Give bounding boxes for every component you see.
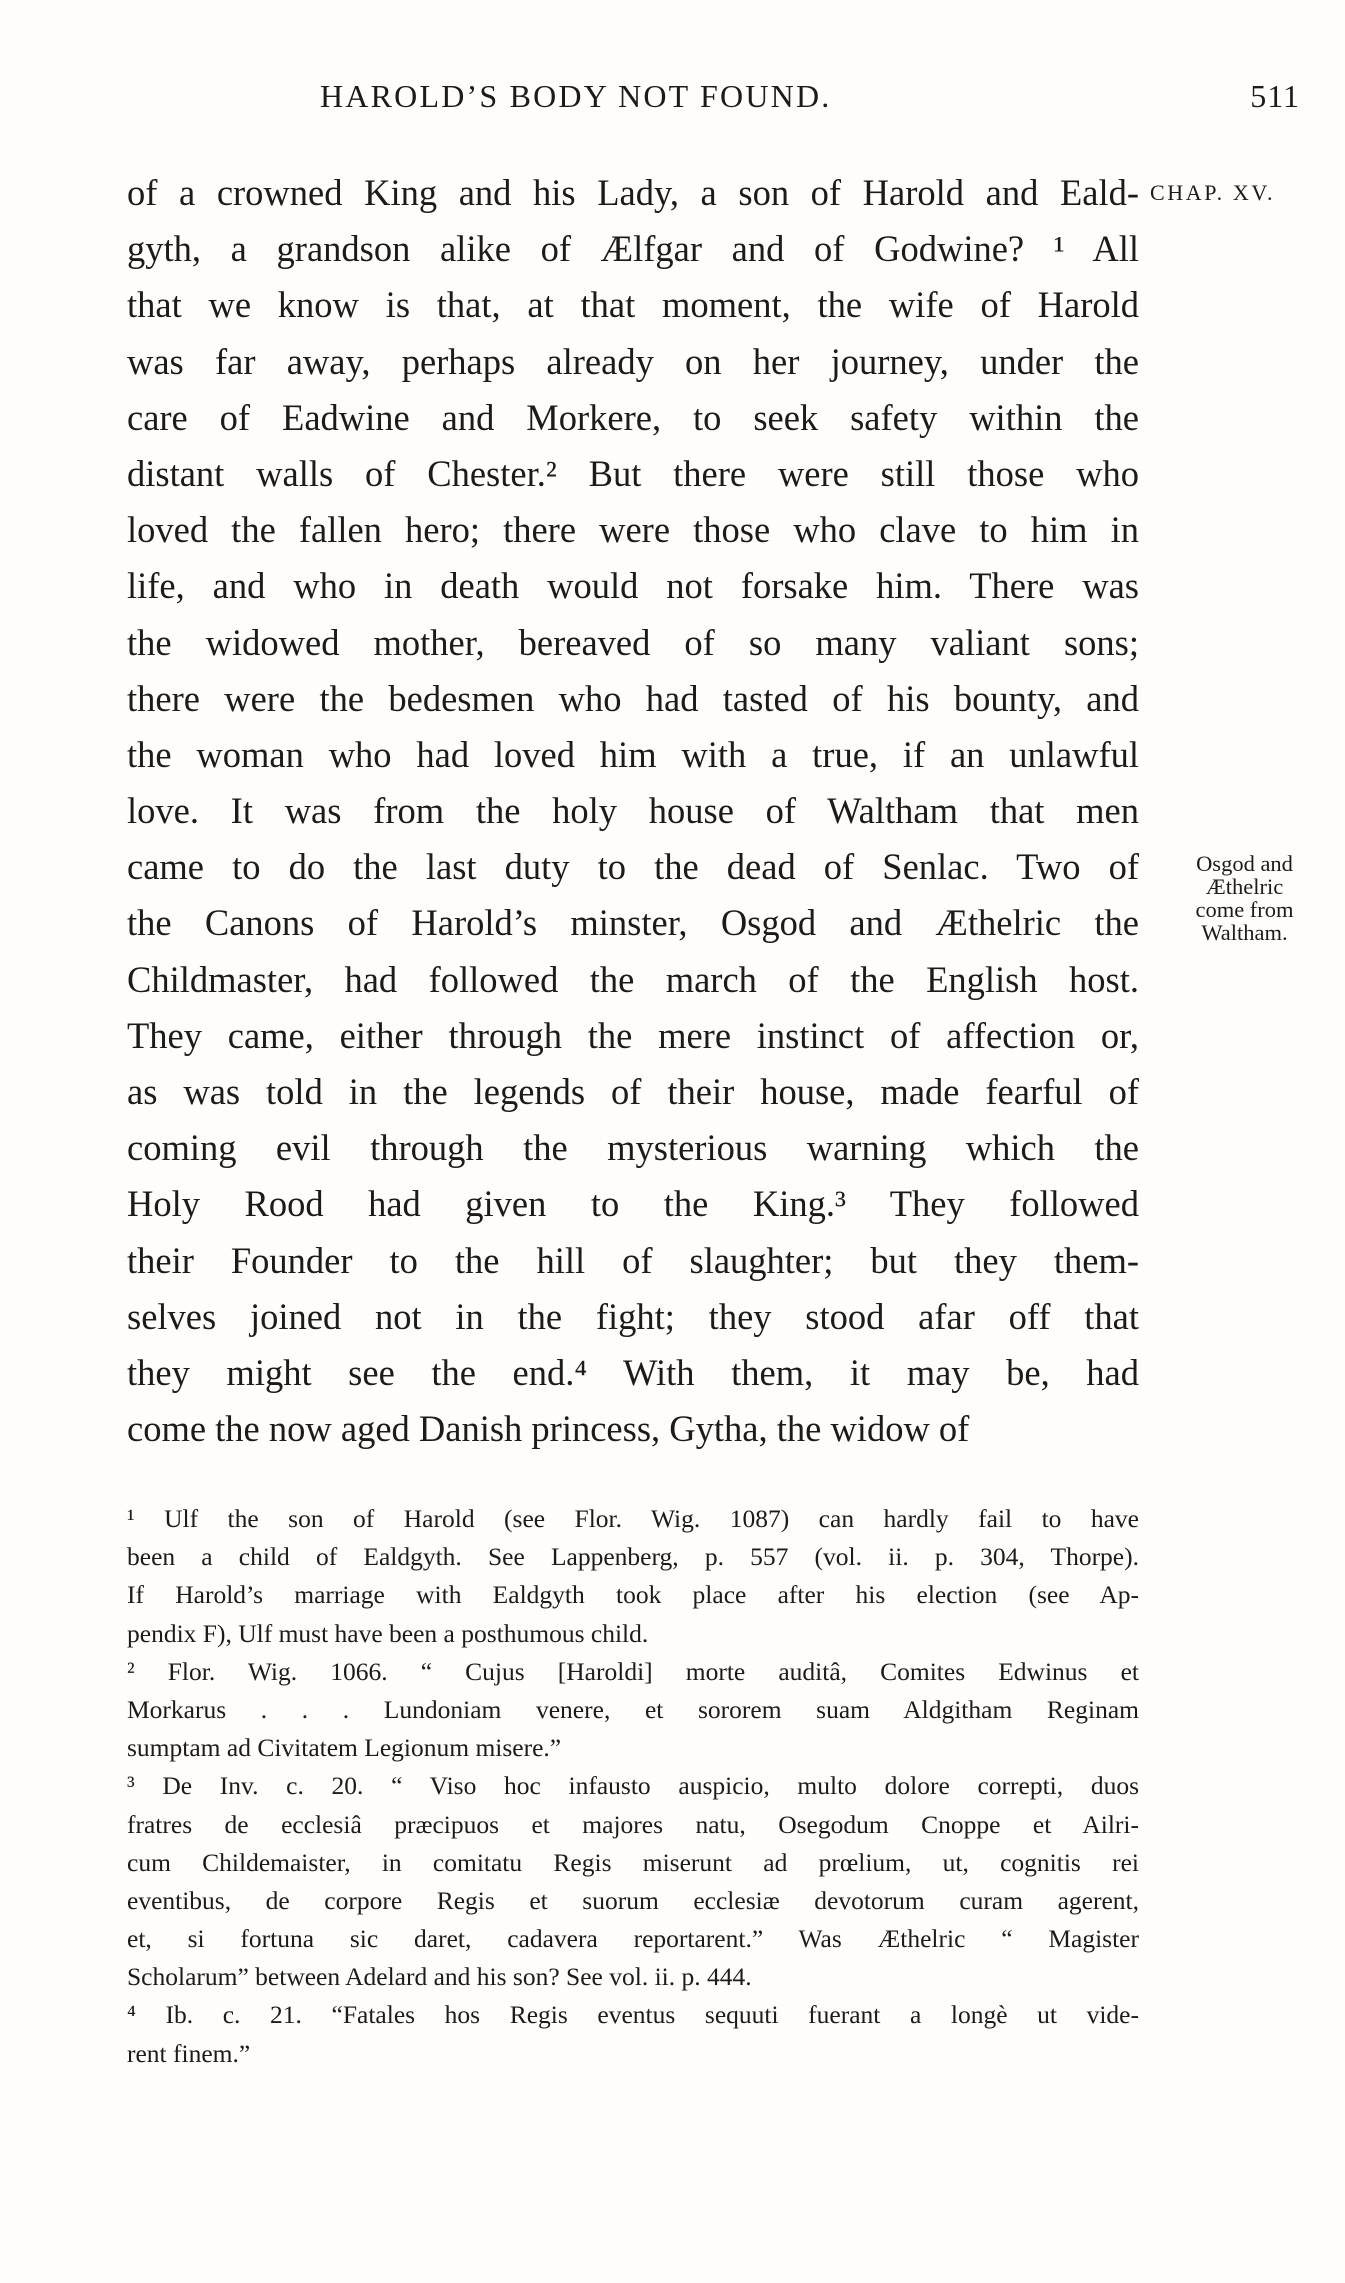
body-text <box>127 165 1139 1457</box>
footnote-line: If Harold’s marriage with Ealdgyth took place after his election (see Ap- <box>127 1580 1139 1610</box>
footnote-line: pendix F), Ulf must have been a posthumous child. <box>127 1618 649 1648</box>
footnote-line: ² Flor. Wig. 1066. “ Cujus [Haroldi] morte auditâ, Comites Edwinus et <box>127 1656 1139 1686</box>
body-line: they might see the end.⁴ With them, it may be, had <box>127 1351 1139 1393</box>
body-line: the woman who had loved him with a true, if an unlawful <box>127 733 1139 775</box>
footnotes <box>127 1500 1139 2073</box>
body-line: was far away, perhaps already on her journey, under the <box>127 340 1139 382</box>
footnote-line: Morkarus . . . Lundoniam venere, et sororem suam Aldgitham Reginam <box>127 1694 1139 1724</box>
footnote-line: rent finem.” <box>127 2038 251 2068</box>
footnote-line: been a child of Ealdgyth. See Lappenberg, p. 557 (vol. ii. p. 304, Thorpe). <box>127 1542 1139 1572</box>
footnote-line: sumptam ad Civitatem Legionum misere.” <box>127 1733 562 1763</box>
footnote-line: ¹ Ulf the son of Harold (see Flor. Wig. 1087) can hardly fail to have <box>127 1504 1139 1533</box>
body-line: selves joined not in the fight; they stood afar off that <box>127 1295 1139 1337</box>
body-line: They came, either through the mere instinct of affection or, <box>127 1014 1139 1056</box>
body-line: of a crowned King and his Lady, a son of Harold and Eald- <box>127 172 1139 213</box>
margin-notes <box>1150 165 1335 221</box>
body-line: came to do the last duty to the dead of Senlac. Two of <box>127 846 1139 888</box>
footnote-line: ³ De Inv. c. 20. “ Viso hoc infausto auspicio, multo dolore correpti, duos <box>127 1771 1139 1801</box>
body-line: life, and who in death would not forsake him. There was <box>127 565 1139 607</box>
body-line: loved the fallen hero; there were those who clave to him in <box>127 509 1139 551</box>
footnote-line: fratres de ecclesiâ præcipuos et majores natu, Osegodum Cnoppe et Ailri- <box>127 1809 1139 1839</box>
running-head <box>100 78 1300 128</box>
footnote-line: et, si fortuna sic daret, cadavera reportarent.” Was Æthelric “ Magister <box>127 1924 1139 1954</box>
body-line: there were the bedesmen who had tasted of his bounty, and <box>127 677 1139 719</box>
sidenote-line: Waltham. <box>1201 920 1288 945</box>
body-line: the Canons of Harold’s minster, Osgod and Æthelric the <box>127 902 1139 944</box>
body-line: Childmaster, had followed the march of the English host. <box>127 958 1139 1000</box>
sidenote-line: Osgod and <box>1196 851 1293 876</box>
body-line: as was told in the legends of their house, made fearful of <box>127 1071 1139 1112</box>
body-line: care of Eadwine and Morkere, to seek safety within the <box>127 396 1139 438</box>
body-line: Holy Rood had given to the King.³ They followed <box>127 1183 1139 1225</box>
sidenote-line: Æthelric <box>1205 874 1284 899</box>
running-title: HAROLD’S BODY NOT FOUND. <box>320 78 832 114</box>
body-line: that we know is that, at that moment, the wife of Harold <box>127 284 1139 326</box>
footnote-line: eventibus, de corpore Regis et suorum ecclesiæ devotorum curam agerent, <box>127 1885 1139 1915</box>
page-number: 511 <box>1250 78 1300 114</box>
body-line: the widowed mother, bereaved of so many valiant sons; <box>127 621 1139 663</box>
footnote-line: ⁴ Ib. c. 21. “Fatales hos Regis eventus sequuti fuerant a longè ut vide- <box>127 2000 1139 2030</box>
chapter-marker: CHAP. XV. <box>1150 180 1276 205</box>
marginal-sidenote <box>1152 852 1337 944</box>
body-line: gyth, a grandson alike of Ælfgar and of Godwine? ¹ All <box>127 228 1139 270</box>
body-line: their Founder to the hill of slaughter; but they them- <box>127 1239 1139 1281</box>
footnote-line: cum Childemaister, in comitatu Regis miserunt ad prœlium, ut, cognitis rei <box>127 1847 1139 1877</box>
footnote-line: Scholarum” between Adelard and his son? See vol. ii. p. 444. <box>127 1962 752 1992</box>
body-line: come the now aged Danish princess, Gytha, the widow of <box>127 1408 970 1450</box>
body-line: coming evil through the mysterious warning which the <box>127 1127 1139 1169</box>
body-line: distant walls of Chester.² But there were still those who <box>127 452 1139 494</box>
body-line: love. It was from the holy house of Waltham that men <box>127 790 1139 832</box>
sidenote-line: come from <box>1195 897 1294 922</box>
